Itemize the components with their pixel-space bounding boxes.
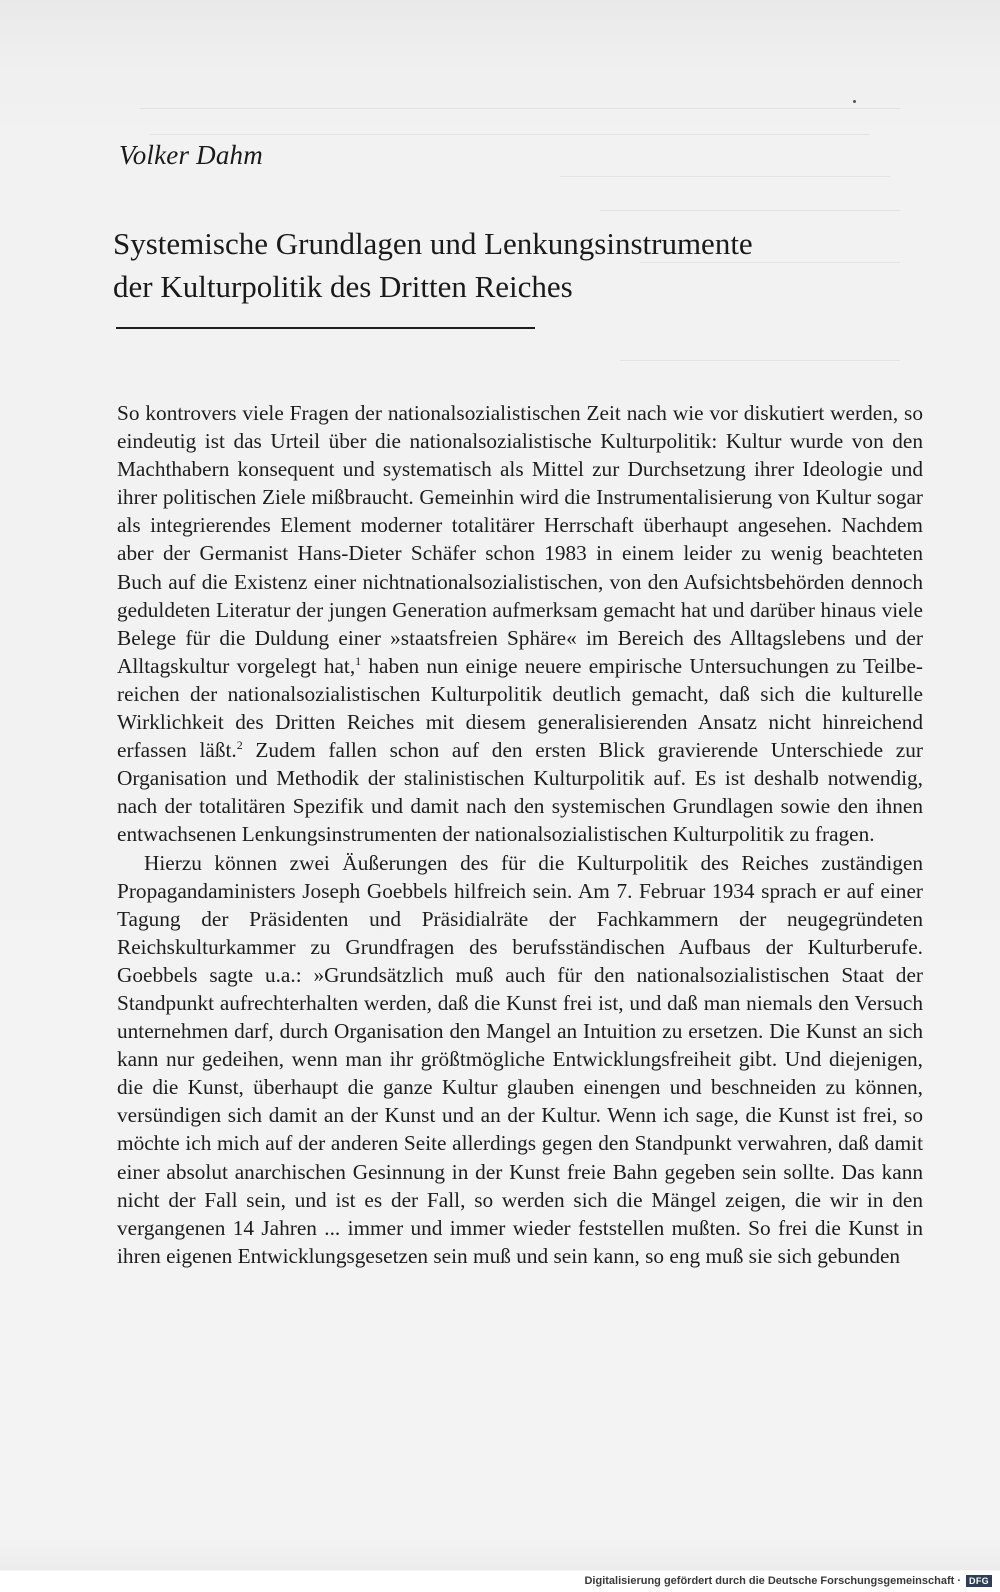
paragraph-1-part-1: So kontrovers viele Fragen der nationalsozialistischen Zeit nach wie vor diskutiert werden, so eindeutig ist das Urteil über die nationalsozialistische Kulturpolitik: Kultur wurde von den Machthabern konsequent und systematisch als Mittel zur Durchsetzung ihrer Ideologie und ihrer politischen Ziele mißbraucht. Gemeinhin wird die Instrumentalisierung von Kultur sogar als integrierendes Element moderner totalitärer Herrschaft überhaupt angesehen. Nachdem aber der Germanist Hans-Dieter Schäfer schon 1983 in einem leider zu wenig beachteten Buch auf die Existenz einer nichtnationalsozialistischen, von den Aufsichtsbehörden dennoch geduldeten Literatur der jungen Generation aufmerksam gemacht hat und darüber hinaus viele Belege für die Duldung einer »staatsfreien Sphäre« im Bereich des Alltagslebens und der Alltagskultur vorgelegt hat, xyxy=(117,401,923,678)
footnote-marker-2: 2 xyxy=(236,738,243,753)
dfg-logo: DFG xyxy=(966,1575,992,1587)
article-body xyxy=(117,399,923,1270)
paragraph-1-part-3: Zudem fallen schon auf den ersten Blick gravierende Unterschiede zur Organisation und Methodik der stalinistischen Kulturpolitik auf. Es ist deshalb notwendig, nach der totalitären Spezifik und damit nach den systemischen Grundlagen sowie den ihnen entwachsenen Lenkungsinstrumenten der nationalsozialistischen Kulturpolitik zu fragen. xyxy=(117,738,923,847)
paragraph-1-part-2: haben nun einige neuere empirische Untersuchungen zu Teilbereichen der nationalsozialistischen Kulturpolitik deutlich gemacht, daß sich die kulturelle Wirklichkeit des Dritten Reiches mit diesem generalisierenden Ansatz nicht hinreichend erfassen läßt. xyxy=(117,653,923,763)
bleed-through-line xyxy=(140,108,900,109)
paragraph-1 xyxy=(117,399,923,849)
bleed-through-line xyxy=(560,176,890,177)
footnote-marker-1: 1 xyxy=(355,653,362,668)
title-line-2: der Kulturpolitik des Dritten Reiches xyxy=(113,269,573,304)
article-title xyxy=(113,222,873,308)
digitization-credit: Digitalisierung gefördert durch die Deutsche Forschungsgemeinschaft · xyxy=(584,1575,961,1587)
title-rule xyxy=(116,327,535,329)
bleed-through-line xyxy=(620,360,900,361)
scan-speck xyxy=(853,100,856,103)
bleed-through-line xyxy=(600,210,900,211)
author-name: Volker Dahm xyxy=(119,140,263,170)
paragraph-2: Hierzu können zwei Äußerungen des für die Kulturpolitik des Reiches zuständigen Propagandaministers Joseph Goebbels hilfreich sein. Am 7. Februar 1934 sprach er auf einer Tagung der Präsidenten und Präsidialräte der Fachkammern der neugegründeten Reichskulturkammer zu Grundfragen des berufsständischen Aufbaus der Kulturberufe. Goebbels sagte u.a.: »Grundsätzlich muß auch für den nationalsozialistischen Staat der Standpunkt aufrechterhalten werden, daß die Kunst frei ist, und daß man niemals den Versuch unternehmen darf, durch Organisation den Mangel an Intuition zu ersetzen. Die Kunst an sich kann nur gedeihen, wenn man ihr größtmögliche Entwicklungsfreiheit gibt. Und diejenigen, die die Kunst, überhaupt die ganze Kultur glauben einengen und beschneiden zu können, versündigen sich damit an der Kunst und an der Kultur. Wenn ich sage, die Kunst ist frei, so möchte ich mich auf der anderen Seite allerdings gegen den Standpunkt verwahren, daß damit einer absolut anarchischen Gesinnung in der Kunst freie Bahn gegeben sein sollte. Das kann nicht der Fall sein, und ist es der Fall, so werden sich die Mängel zeigen, die wir in den vergangenen 14 Jahren ... immer und immer wieder feststellen mußten. So frei die Kunst in ihren eigenen Entwicklungsgesetzen sein muß und sein kann, so eng muß sie sich gebunden xyxy=(117,850,923,1268)
title-line-1: Systemische Grundlagen und Lenkungsinstrumente xyxy=(113,226,753,261)
bleed-through-line xyxy=(150,134,870,135)
